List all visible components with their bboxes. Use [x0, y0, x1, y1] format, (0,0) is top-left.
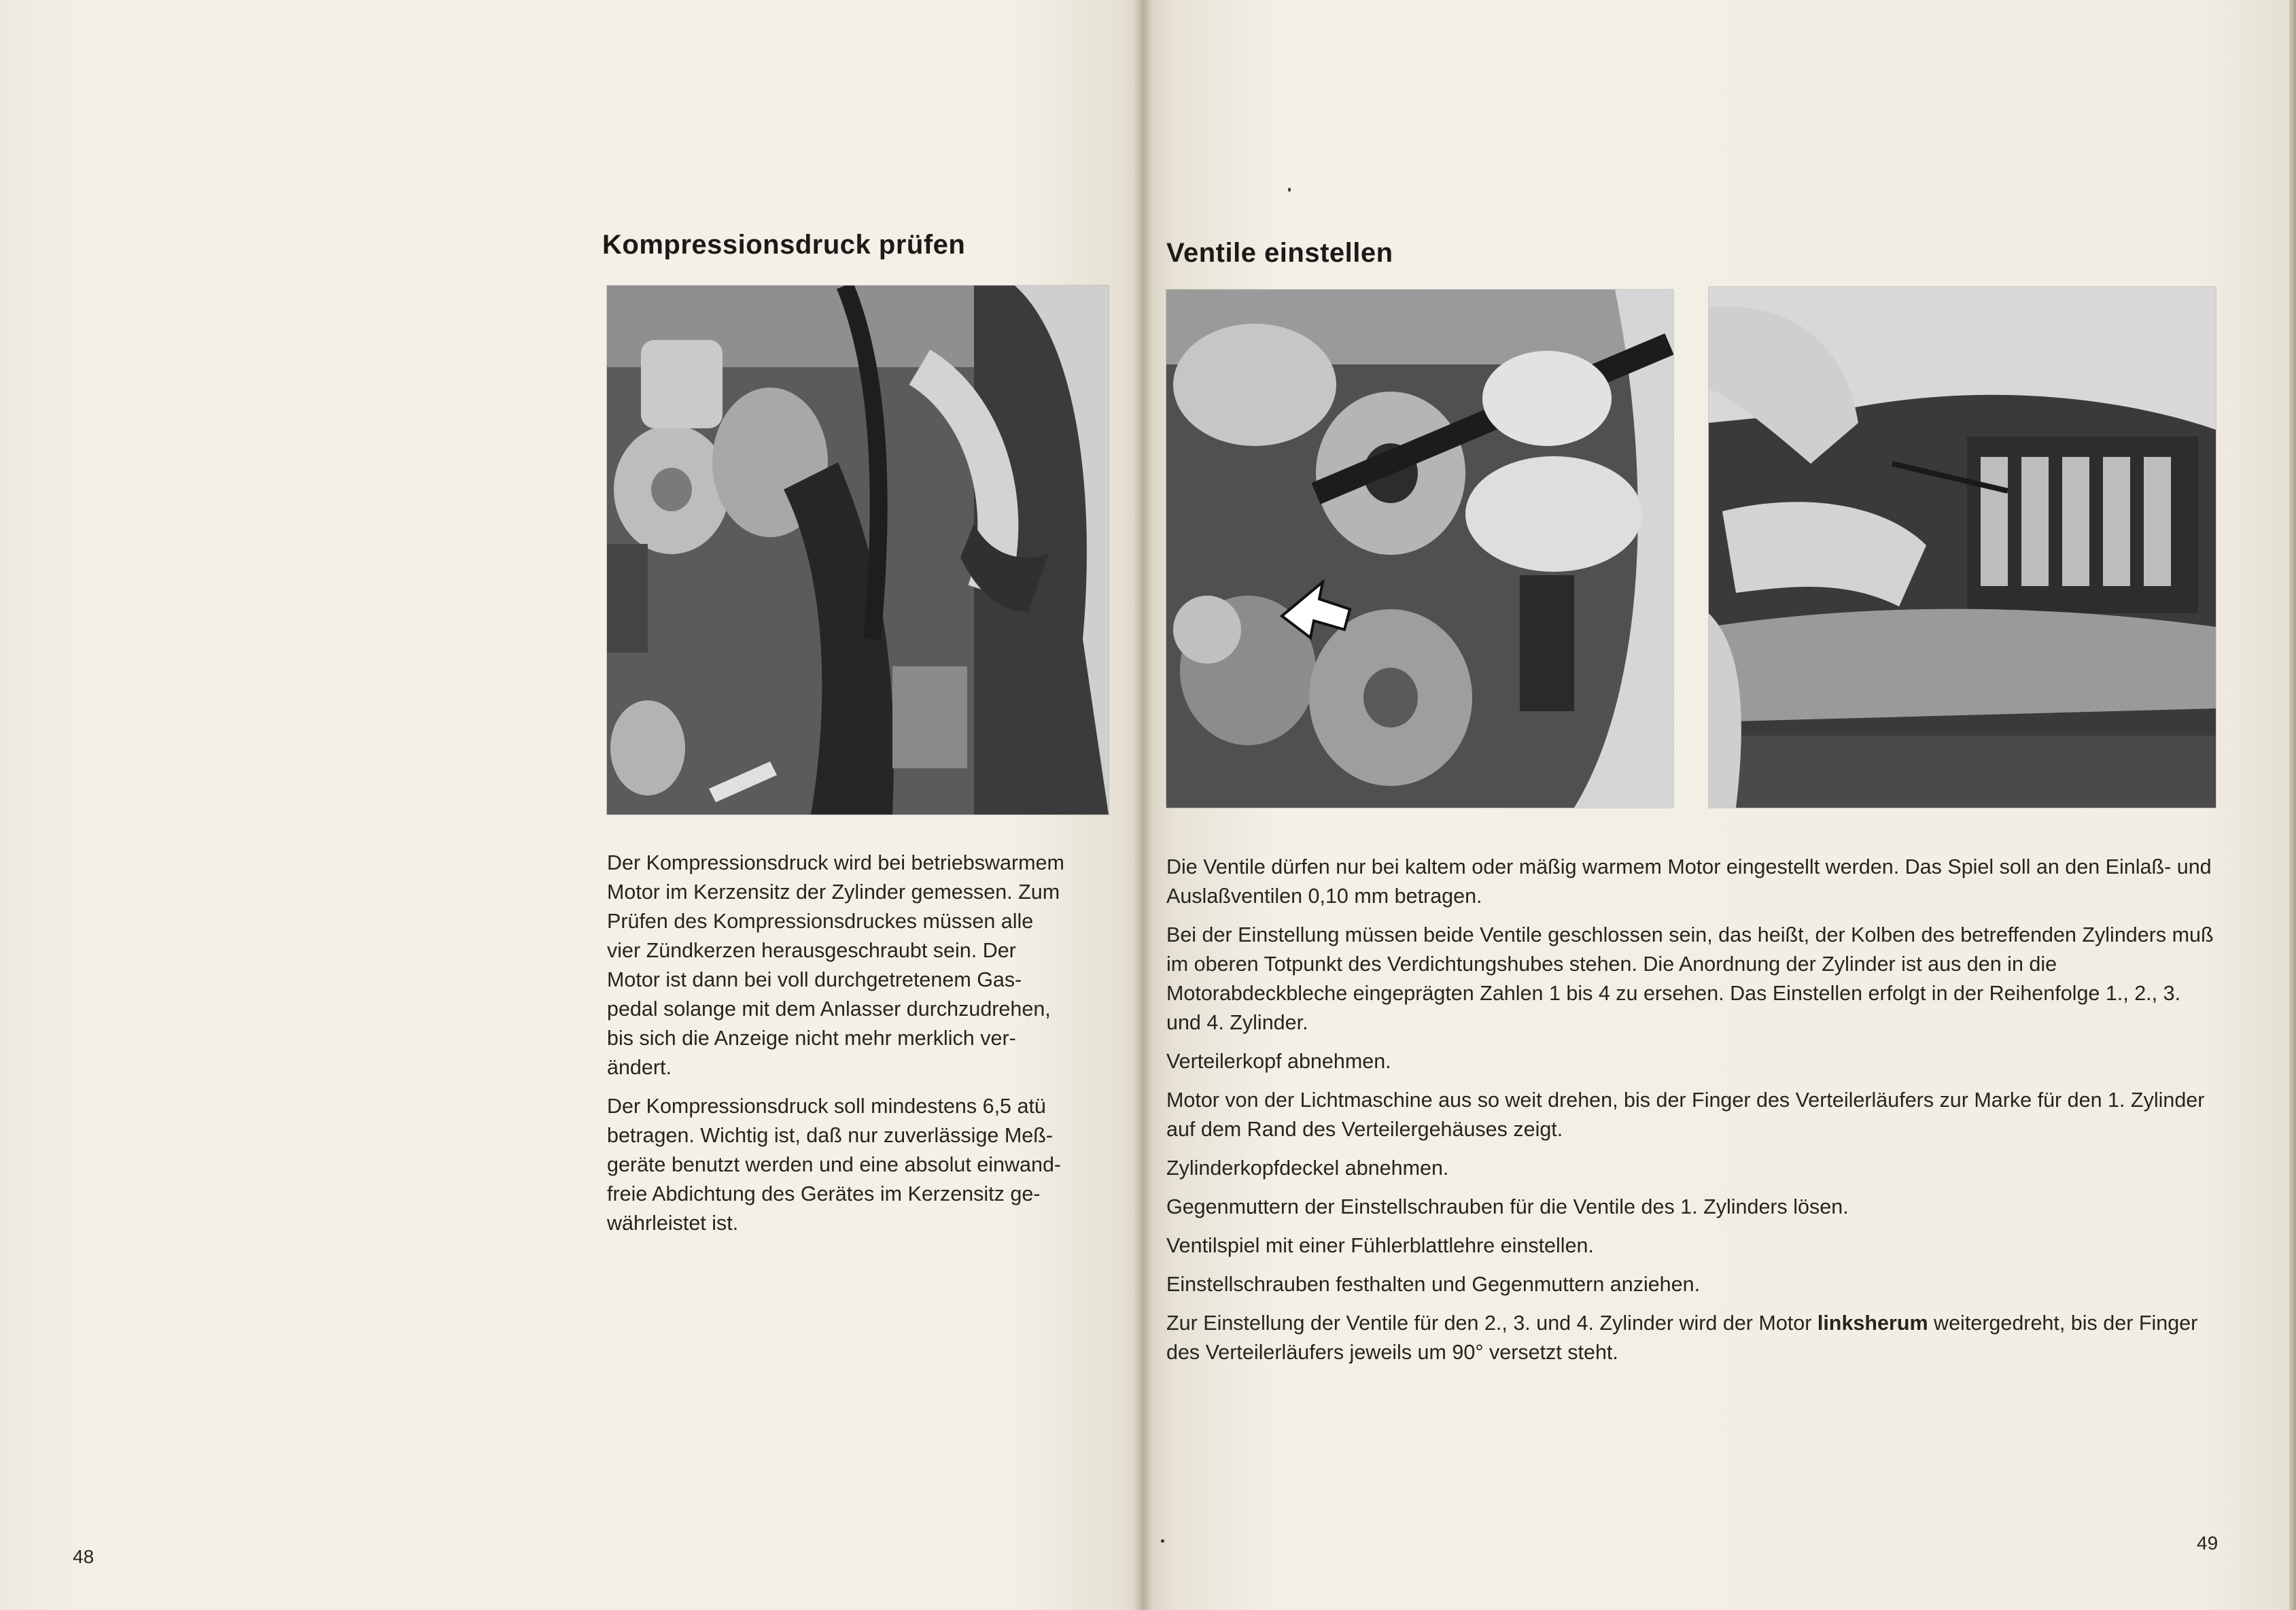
distributor-mark-photo [1166, 290, 1673, 808]
compression-heading: Kompressionsdruck prüfen [602, 230, 966, 260]
compression-paragraph-2 [607, 1092, 1113, 1238]
compression-paragraph-1 [607, 849, 1113, 1082]
page-number-left: 48 [73, 1546, 94, 1567]
step7-text-start: Zur Einstellung der Ventile für den 2., 3. und 4. Zylinder wird der Motor [1166, 1312, 1817, 1335]
feeler-gauge-image [1709, 287, 2216, 808]
text-line: währleistet ist. [607, 1212, 739, 1235]
valves-step-4: Gegenmuttern der Einstellschrauben für die Ventile des 1. Zylinders lösen. [1166, 1195, 1849, 1218]
engine-turning-image [1166, 290, 1673, 808]
valves-paragraph-2: Bei der Einstellung müssen beide Ventile geschlossen sein, das heißt, der Kolben des betreffenden Zylinders muß im oberen Totpunkt des Verdichtungshubes stehen. Die Anordnung der Zylinder ist aus den in die Motorabdeckbleche eingeprägten Zahlen 1 bis 4 zu ersehen. Das Einstellen erfolgt in der Reihenfolge 1., 2., 3. und 4. Zylinder. [1166, 923, 2214, 1034]
text-line: betragen. Wichtig ist, daß nur zuverlässige Meß- [607, 1124, 1054, 1147]
step7-text-end: weitergedreht, bis der Finger des Verteilerläufers jeweils um 90° versetzt steht. [1166, 1312, 2198, 1364]
text-line: Motor ist dann bei voll durchgetretenem Gas- [607, 968, 1022, 991]
text-line: bis sich die Anzeige nicht mehr merklich ver- [607, 1027, 1016, 1050]
compression-text [607, 849, 1113, 1248]
text-line: freie Abdichtung des Gerätes im Kerzensitz ge- [607, 1182, 1041, 1205]
valves-step-3: Zylinderkopfdeckel abnehmen. [1166, 1157, 1449, 1180]
text-line: Der Kompressionsdruck soll mindestens 6,5 atü [607, 1095, 1046, 1118]
valves-step-5: Ventilspiel mit einer Fühlerblattlehre einstellen. [1166, 1234, 1594, 1257]
page-edge [2289, 0, 2296, 1610]
linksherum-emphasis: linksherum [1817, 1312, 1928, 1335]
engine-bay-image [607, 286, 1109, 815]
text-line: geräte benutzt werden und eine absolut einwand- [607, 1153, 1062, 1176]
valves-paragraph-1: Die Ventile dürfen nur bei kaltem oder mäßig warmem Motor eingestellt werden. Das Spiel soll an den Einlaß- und Auslaßventilen 0,10 mm betragen. [1166, 855, 2212, 908]
text-line: pedal solange mit dem Anlasser durchzudrehen, [607, 997, 1051, 1021]
paper-speck [1288, 188, 1291, 192]
valves-step-6: Einstellschrauben festhalten und Gegenmuttern anziehen. [1166, 1273, 1701, 1296]
text-line: Prüfen des Kompressionsdruckes müssen alle [607, 910, 1034, 933]
paper-speck [1161, 1539, 1164, 1543]
valves-step-7 [1166, 1309, 2220, 1367]
valves-heading: Ventile einstellen [1166, 238, 1393, 268]
text-line: vier Zündkerzen herausgeschraubt sein. Der [607, 939, 1016, 962]
text-line: ändert. [607, 1056, 672, 1079]
valves-text [1166, 853, 2220, 1377]
text-line: Motor im Kerzensitz der Zylinder gemessen. Zum [607, 880, 1060, 904]
page-number-right: 49 [2197, 1532, 2219, 1554]
text-line: Der Kompressionsdruck wird bei betriebswarmem [607, 851, 1064, 874]
valves-step-1: Verteilerkopf abnehmen. [1166, 1050, 1391, 1073]
valves-step-2: Motor von der Lichtmaschine aus so weit drehen, bis der Finger des Verteilerläufers zur Marke für den 1. Zylinder auf dem Rand des Verteilergehäuses zeigt. [1166, 1089, 2205, 1141]
compression-test-photo [607, 286, 1109, 815]
book-gutter [1134, 0, 1153, 1610]
valve-adjustment-photo [1709, 287, 2216, 808]
